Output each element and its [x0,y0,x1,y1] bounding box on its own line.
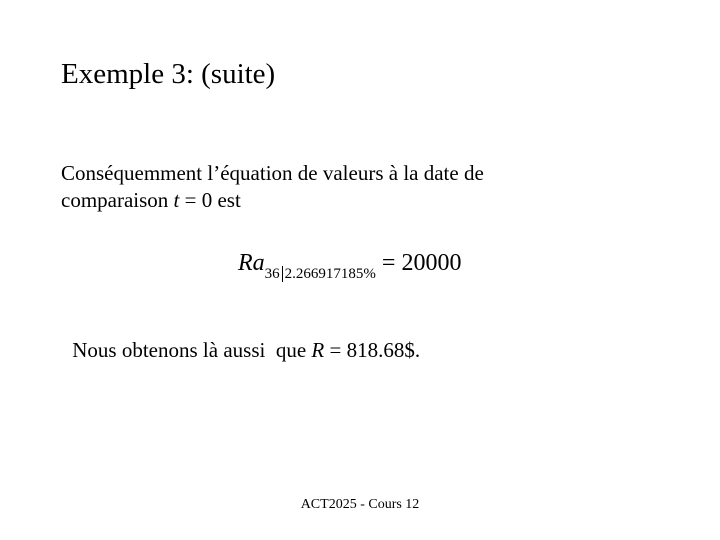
result-suffix: = 818.68$. [324,338,421,362]
annuity-rate: 2.266917185% [284,266,376,282]
annuity-subscript [265,259,376,289]
paragraph-line-2-prefix: comparaison [61,188,174,212]
slide-title: Exemple 3: (suite) [61,58,276,90]
paragraph-line-2-suffix: = 0 est [179,188,241,212]
explanation-paragraph [61,160,621,214]
annuity-term: 36 [265,266,283,282]
annuity-symbol: a [252,250,265,276]
variable-t: t [173,188,180,212]
slide-footer: ACT2025 - Cours 12 [300,497,420,512]
paragraph-line-1: Conséquemment l’équation de valeurs à la date de [61,161,484,185]
value-equation [238,248,461,281]
equation-rhs: = 20000 [381,250,462,276]
result-prefix: Nous obtenons là aussi que [67,338,312,362]
equation-coefficient: R [238,250,253,276]
variable-r: R [311,338,325,362]
result-statement [67,337,420,364]
paragraph-line-2 [61,187,621,214]
